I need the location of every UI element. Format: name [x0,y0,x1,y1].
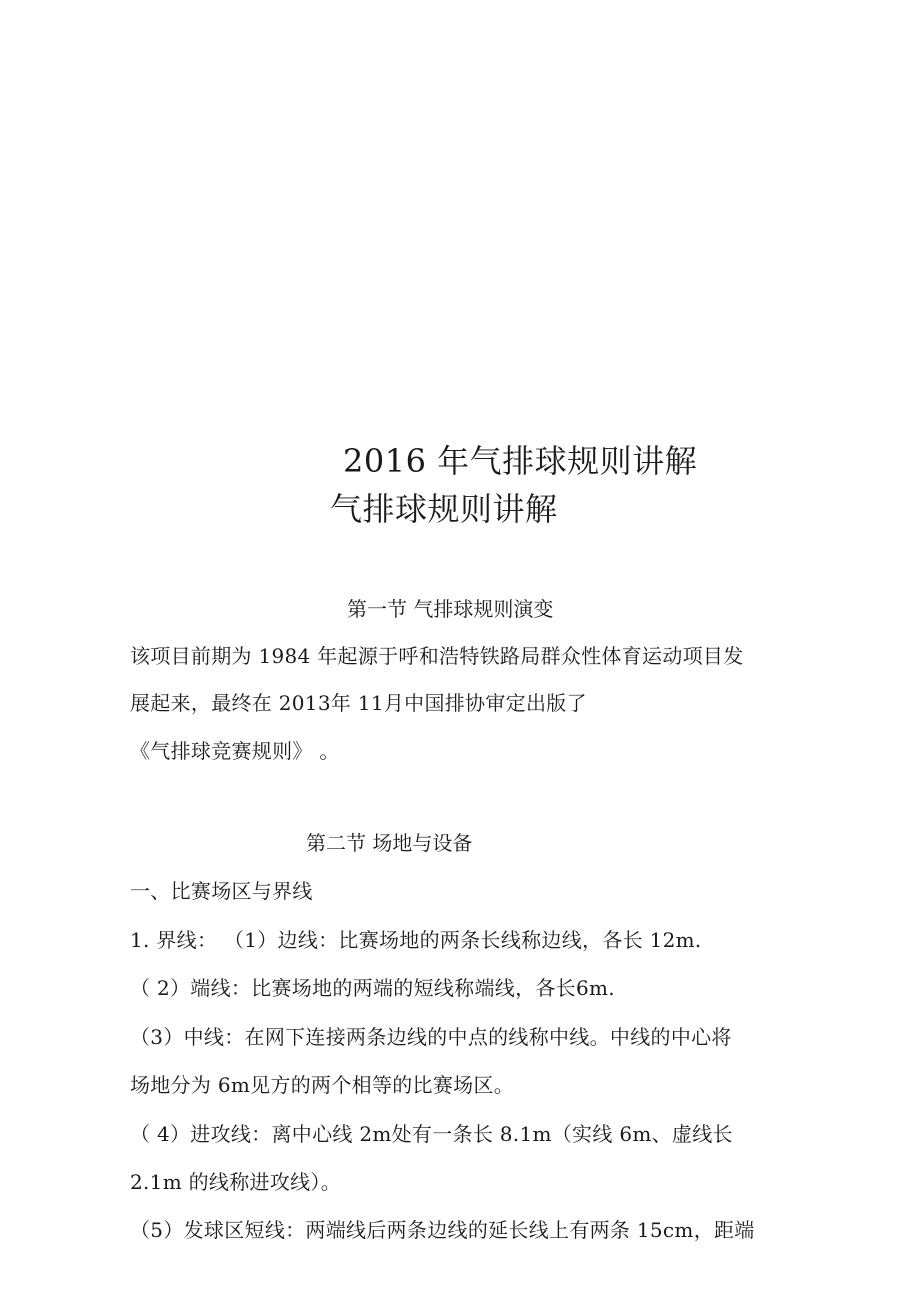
section1-paragraph-line: 《气排球竞赛规则》 。 [130,739,340,763]
end-line-item: （ 2）端线：比赛场地的两端的短线称端线，各长6m. [130,976,615,1000]
document-title: 2016 年气排球规则讲解 [343,442,698,480]
section2-subheading: 一、比赛场区与界线 [130,879,313,903]
center-line-continuation: 场地分为 6m见方的两个相等的比赛场区。 [130,1073,515,1097]
serve-zone-line-item: （5）发球区短线：两端线后两条边线的延长线上有两条 15cm，距端 [130,1218,755,1242]
section2-heading: 第二节 场地与设备 [306,831,473,855]
document-subtitle: 气排球规则讲解 [330,490,558,528]
boundary-line-item: 1. 界线： （1）边线：比赛场地的两条长线称边线，各长 12m. [130,928,702,952]
section1-paragraph-line: 该项目前期为 1984 年起源于呼和浩特铁路局群众性体育运动项目发 [130,644,744,668]
section1-heading: 第一节 气排球规则演变 [347,597,554,621]
attack-line-continuation: 2.1m 的线称进攻线）。 [130,1170,342,1194]
section1-paragraph-line: 展起来，最终在 2013年 11月中国排协审定出版了 [130,691,587,715]
center-line-item: （3）中线：在网下连接两条边线的中点的线称中线。中线的中心将 [130,1025,732,1049]
attack-line-item: （ 4）进攻线：离中心线 2m处有一条长 8.1m（实线 6m、虚线长 [130,1122,733,1146]
